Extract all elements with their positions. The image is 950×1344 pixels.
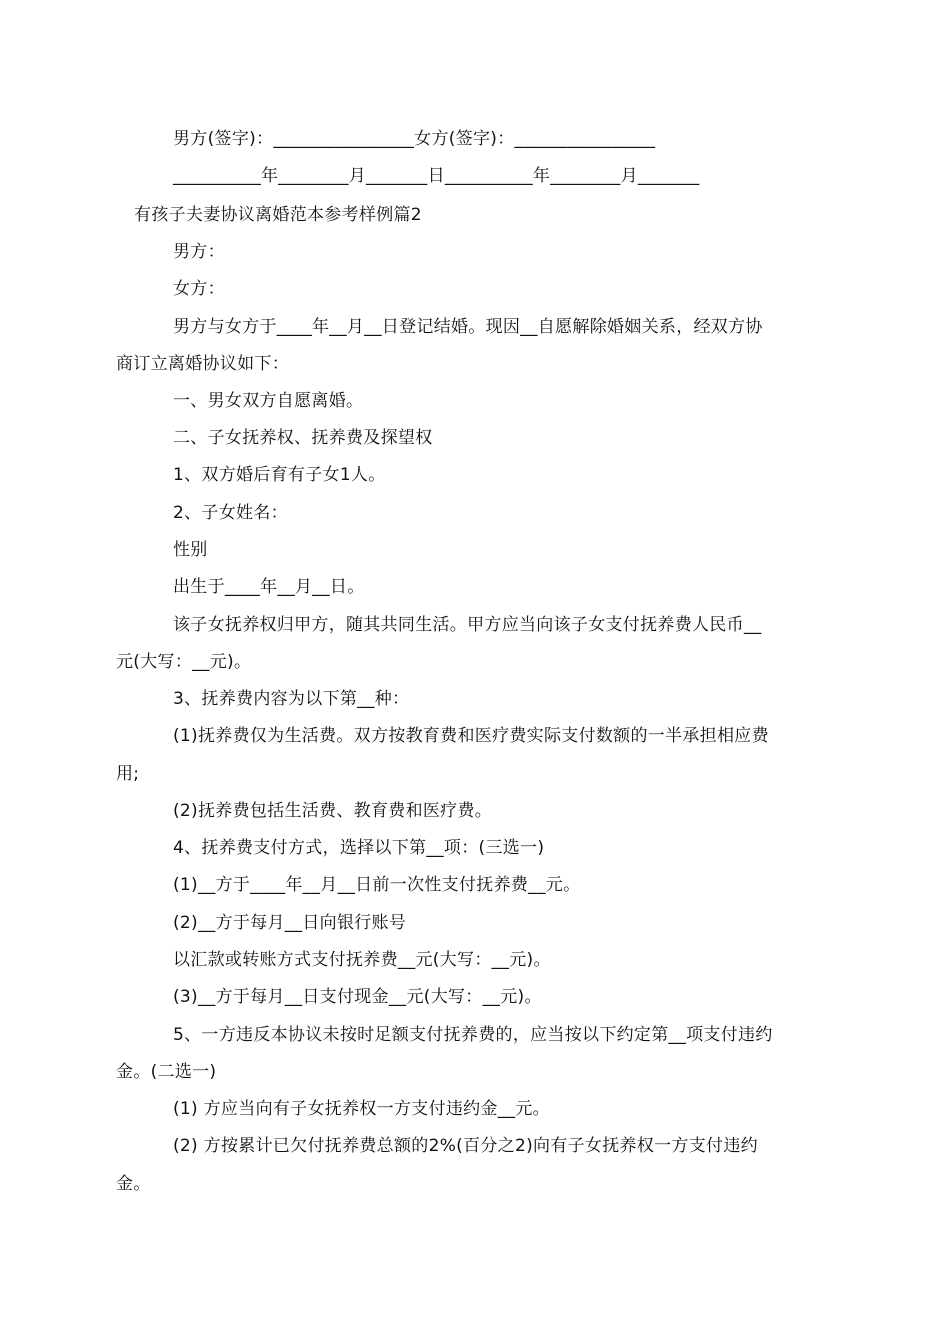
clause-line: (1) 方应当向有子女抚养权一方支付违约金__元。 <box>173 1099 550 1119</box>
signature-line: 男方(签字)：________________女方(签字)：________________ <box>173 129 656 149</box>
clause-line: (1)__方于____年__月__日前一次性支付抚养费__元。 <box>173 875 581 895</box>
paragraph-line: 金。 <box>116 1174 151 1194</box>
paragraph-line: (2) 方按累计已欠付抚养费总额的2%(百分之2)向有子女抚养权一方支付违约 <box>173 1136 758 1156</box>
clause-line: (3)__方于每月__日支付现金__元(大写：__元)。 <box>173 987 542 1007</box>
paragraph-line: 用; <box>116 764 140 784</box>
paragraph-line: 金。(二选一) <box>116 1062 217 1082</box>
paragraph-line: 5、一方违反本协议未按时足额支付抚养费的，应当按以下约定第__项支付违约 <box>173 1025 773 1045</box>
paragraph-line: 商订立离婚协议如下： <box>116 354 289 374</box>
party-female: 女方： <box>173 279 225 299</box>
party-male: 男方： <box>173 242 225 262</box>
clause-line: 二、子女抚养权、抚养费及探望权 <box>173 428 433 448</box>
clause-line: (2)__方于每月__日向银行账号 <box>173 913 407 933</box>
clause-line: 一、男女双方自愿离婚。 <box>173 391 364 411</box>
clause-line: 出生于____年__月__日。 <box>173 577 365 597</box>
paragraph-line: 该子女抚养权归甲方，随其共同生活。甲方应当向该子女支付抚养费人民币__ <box>173 615 762 635</box>
clause-line: (2)抚养费包括生活费、教育费和医疗费。 <box>173 801 493 821</box>
clause-line: 2、子女姓名： <box>173 503 288 523</box>
paragraph-line: (1)抚养费仅为生活费。双方按教育费和医疗费实际支付数额的一半承担相应费 <box>173 726 769 746</box>
clause-line: 3、抚养费内容为以下第__种： <box>173 689 410 709</box>
clause-line: 性别 <box>173 540 208 560</box>
clause-line: 4、抚养费支付方式，选择以下第__项：(三选一) <box>173 838 545 858</box>
clause-line: 以汇款或转账方式支付抚养费__元(大写：__元)。 <box>173 950 551 970</box>
paragraph-line: 元(大写：__元)。 <box>116 652 252 672</box>
date-line: __________年________月_______日__________年________月_______ <box>173 166 700 186</box>
paragraph-line: 男方与女方于____年__月__日登记结婚。现因__自愿解除婚姻关系，经双方协 <box>173 317 763 337</box>
clause-line: 1、双方婚后育有子女1人。 <box>173 465 386 485</box>
section-title: 有孩子夫妻协议离婚范本参考样例篇2 <box>134 205 422 225</box>
